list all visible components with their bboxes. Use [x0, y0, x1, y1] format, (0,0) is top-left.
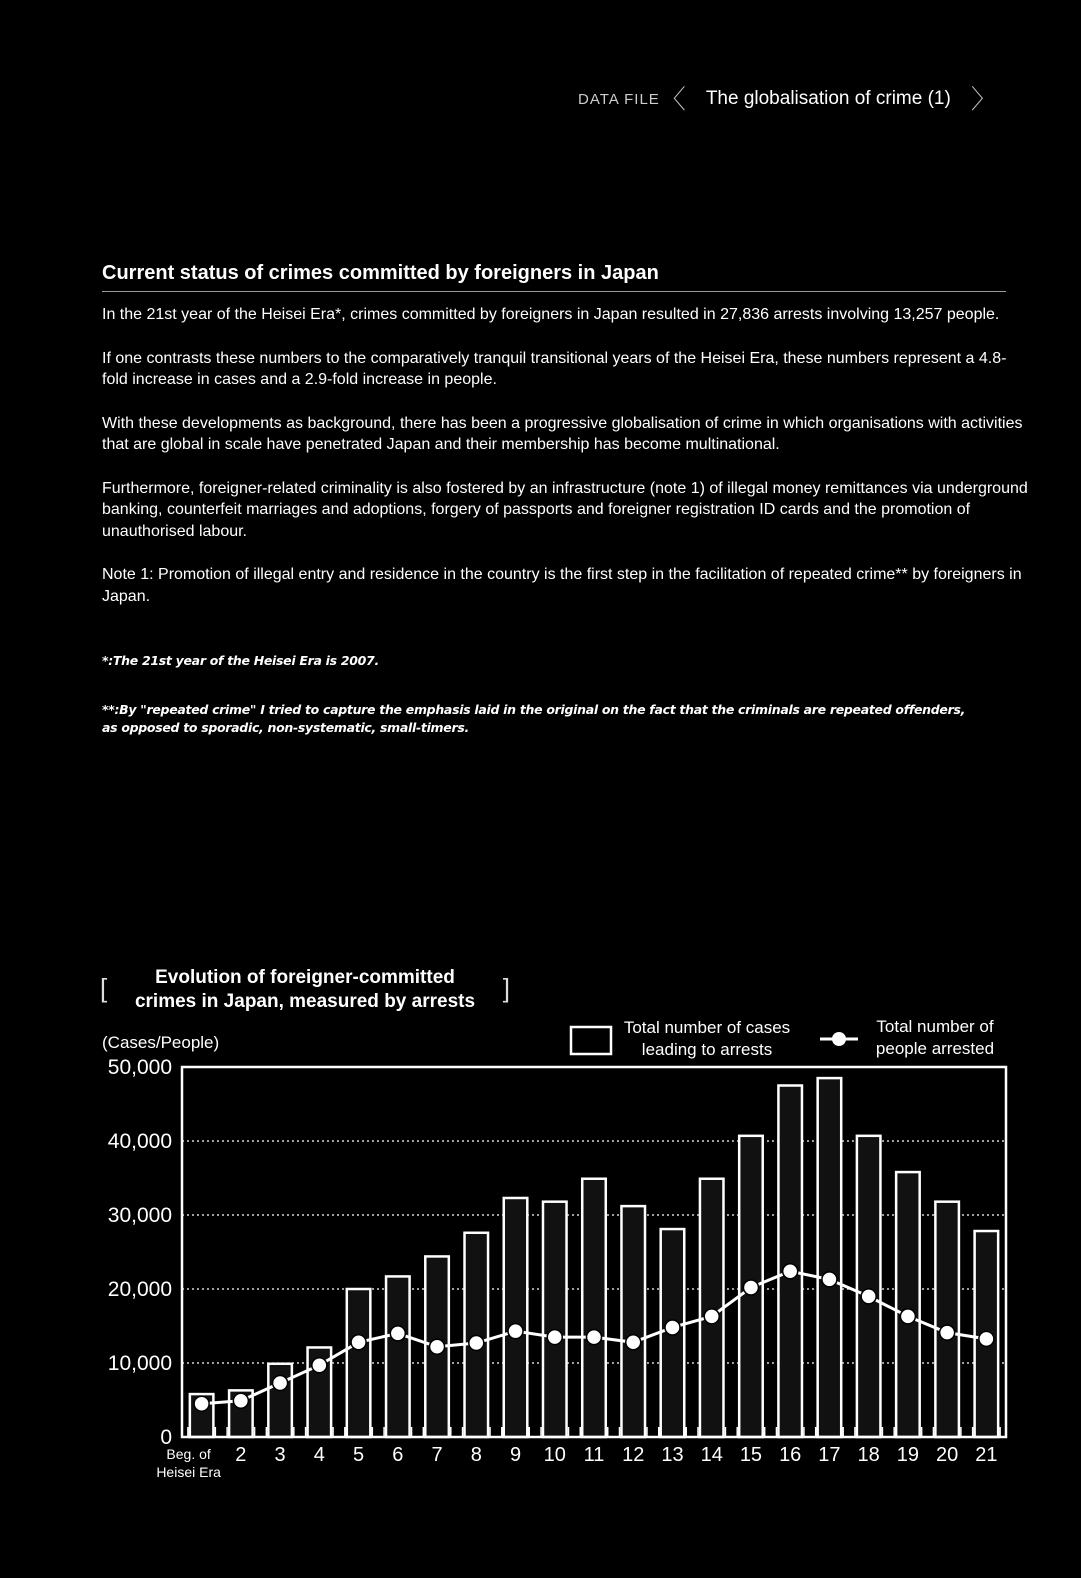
section-title: Current status of crimes committed by foreigners in Japan — [102, 262, 1006, 292]
x-tick-label: 15 — [739, 1444, 763, 1466]
people-arrested-point — [430, 1339, 445, 1354]
chart-title-line: crimes in Japan, measured by arrests — [134, 991, 476, 1012]
chart-title — [100, 966, 510, 1014]
people-arrested-point — [351, 1335, 366, 1350]
x-tick-label: 19 — [896, 1444, 920, 1466]
bar — [935, 1202, 959, 1437]
footnote-heisei-year: *:The 21st year of the Heisei Era is 2007. — [102, 653, 379, 668]
bar — [896, 1172, 920, 1437]
y-tick-label: 40,000 — [107, 1130, 172, 1153]
x-tick-label: 9 — [509, 1444, 522, 1466]
x-tick-label: 21 — [975, 1444, 998, 1466]
paragraph: In the 21st year of the Heisei Era*, crimes committed by foreigners in Japan resulted in 27,836 arrests involving 13,257 people. — [102, 306, 1000, 323]
people-arrested-point — [312, 1358, 327, 1373]
x-tick-label: 3 — [274, 1444, 286, 1466]
right-angle-bracket-icon: 〉 — [970, 84, 997, 114]
people-arrested-point — [587, 1330, 602, 1345]
data-file-header — [578, 86, 1018, 112]
paragraph: If one contrasts these numbers to the comparatively tranquil transitional years of the Heisei Era, these numbers represent a 4.8-fold increase in cases and a 2.9-fold increase in people. — [102, 349, 1007, 388]
people-arrested-point — [861, 1289, 876, 1304]
x-tick-label: Heisei Era — [156, 1464, 221, 1480]
bar — [504, 1198, 528, 1437]
people-arrested-point — [508, 1324, 523, 1339]
left-angle-bracket-icon: 〈 — [659, 84, 686, 114]
x-tick-label: 16 — [779, 1444, 802, 1466]
legend-label: people arrested — [875, 1039, 995, 1058]
bar — [347, 1289, 371, 1437]
legend-label: Total number of — [876, 1017, 994, 1036]
people-arrested-point — [900, 1309, 915, 1324]
bar — [386, 1276, 410, 1437]
bar — [621, 1206, 645, 1437]
x-tick-label: 6 — [392, 1444, 404, 1466]
bar — [543, 1202, 567, 1437]
x-tick-label: 13 — [661, 1444, 684, 1466]
note-paragraph: Note 1: Promotion of illegal entry and residence in the country is the first step in the facilitation of repeated crime** by foreigners in Japan. — [102, 566, 1022, 605]
people-arrested-point — [940, 1325, 955, 1340]
footnote-repeated-crime — [102, 701, 1002, 737]
legend-label: leading to arrests — [641, 1040, 773, 1059]
x-tick-label: 5 — [353, 1444, 365, 1466]
bar — [268, 1364, 292, 1437]
bar — [582, 1179, 606, 1437]
people-arrested-point — [390, 1326, 405, 1341]
footnote-line: as opposed to sporadic, non-systematic, small-timers. — [102, 720, 469, 735]
people-arrested-point — [273, 1375, 288, 1390]
people-arrested-point — [665, 1320, 680, 1335]
legend-bar-swatch — [571, 1027, 611, 1054]
bar — [857, 1136, 881, 1437]
people-arrested-point — [233, 1393, 248, 1408]
x-tick-label: 14 — [700, 1444, 723, 1466]
x-tick-label: 10 — [543, 1444, 566, 1466]
x-tick-label: 2 — [235, 1444, 247, 1466]
people-arrested-point — [194, 1396, 209, 1411]
y-tick-label: 30,000 — [107, 1204, 172, 1227]
people-arrested-point — [547, 1330, 562, 1345]
x-tick-label: Beg. of — [166, 1446, 211, 1462]
x-tick-label: 18 — [857, 1444, 880, 1466]
x-tick-label: 20 — [936, 1444, 959, 1466]
data-file-title: The globalisation of crime (1) — [705, 88, 951, 109]
x-tick-label: 11 — [583, 1444, 605, 1466]
people-arrested-point — [743, 1280, 758, 1295]
bar — [700, 1179, 724, 1437]
chart — [0, 1010, 1081, 1500]
body-text — [102, 304, 1032, 629]
people-arrested-point — [704, 1309, 719, 1324]
y-tick-label: 10,000 — [107, 1352, 172, 1375]
chart-title-line: Evolution of foreigner-committed — [155, 967, 455, 988]
data-file-label: DATA FILE — [578, 90, 660, 108]
title-left-bracket-icon: [ — [100, 973, 108, 1003]
bar — [778, 1086, 802, 1438]
people-arrested-point — [626, 1335, 641, 1350]
title-right-bracket-icon: ] — [502, 973, 510, 1003]
x-tick-label: 7 — [431, 1444, 443, 1466]
paragraph: Furthermore, foreigner-related criminality is also fostered by an infrastructure (note 1) of illegal money remittances via underground banking, counterfeit marriages and adoptions, forgery of passports and foreigner registration ID cards and the promotion of unauthorised labour. — [102, 479, 1028, 540]
x-tick-label: 8 — [470, 1444, 482, 1466]
legend-line-marker — [832, 1032, 846, 1046]
people-arrested-point — [783, 1264, 798, 1279]
people-arrested-point — [469, 1336, 484, 1351]
y-tick-label: 50,000 — [107, 1056, 172, 1079]
x-tick-label: 4 — [313, 1444, 325, 1466]
people-arrested-point — [822, 1272, 837, 1287]
legend-label: Total number of cases — [623, 1018, 791, 1037]
bar — [818, 1078, 842, 1437]
y-axis-unit-label: (Cases/People) — [102, 1033, 220, 1052]
x-tick-label: 12 — [622, 1444, 645, 1466]
x-tick-label: 17 — [818, 1444, 841, 1466]
paragraph: With these developments as background, there has been a progressive globalisation of crime in which organisations with activities that are global in scale have penetrated Japan and their membership has become multinational. — [102, 414, 1023, 453]
y-tick-label: 20,000 — [107, 1278, 172, 1301]
footnote-line: **:By "repeated crime" I tried to capture the emphasis laid in the original on the fact that the criminals are repeated offenders, — [102, 702, 966, 717]
y-tick-label: 0 — [160, 1426, 172, 1449]
people-arrested-point — [979, 1331, 994, 1346]
